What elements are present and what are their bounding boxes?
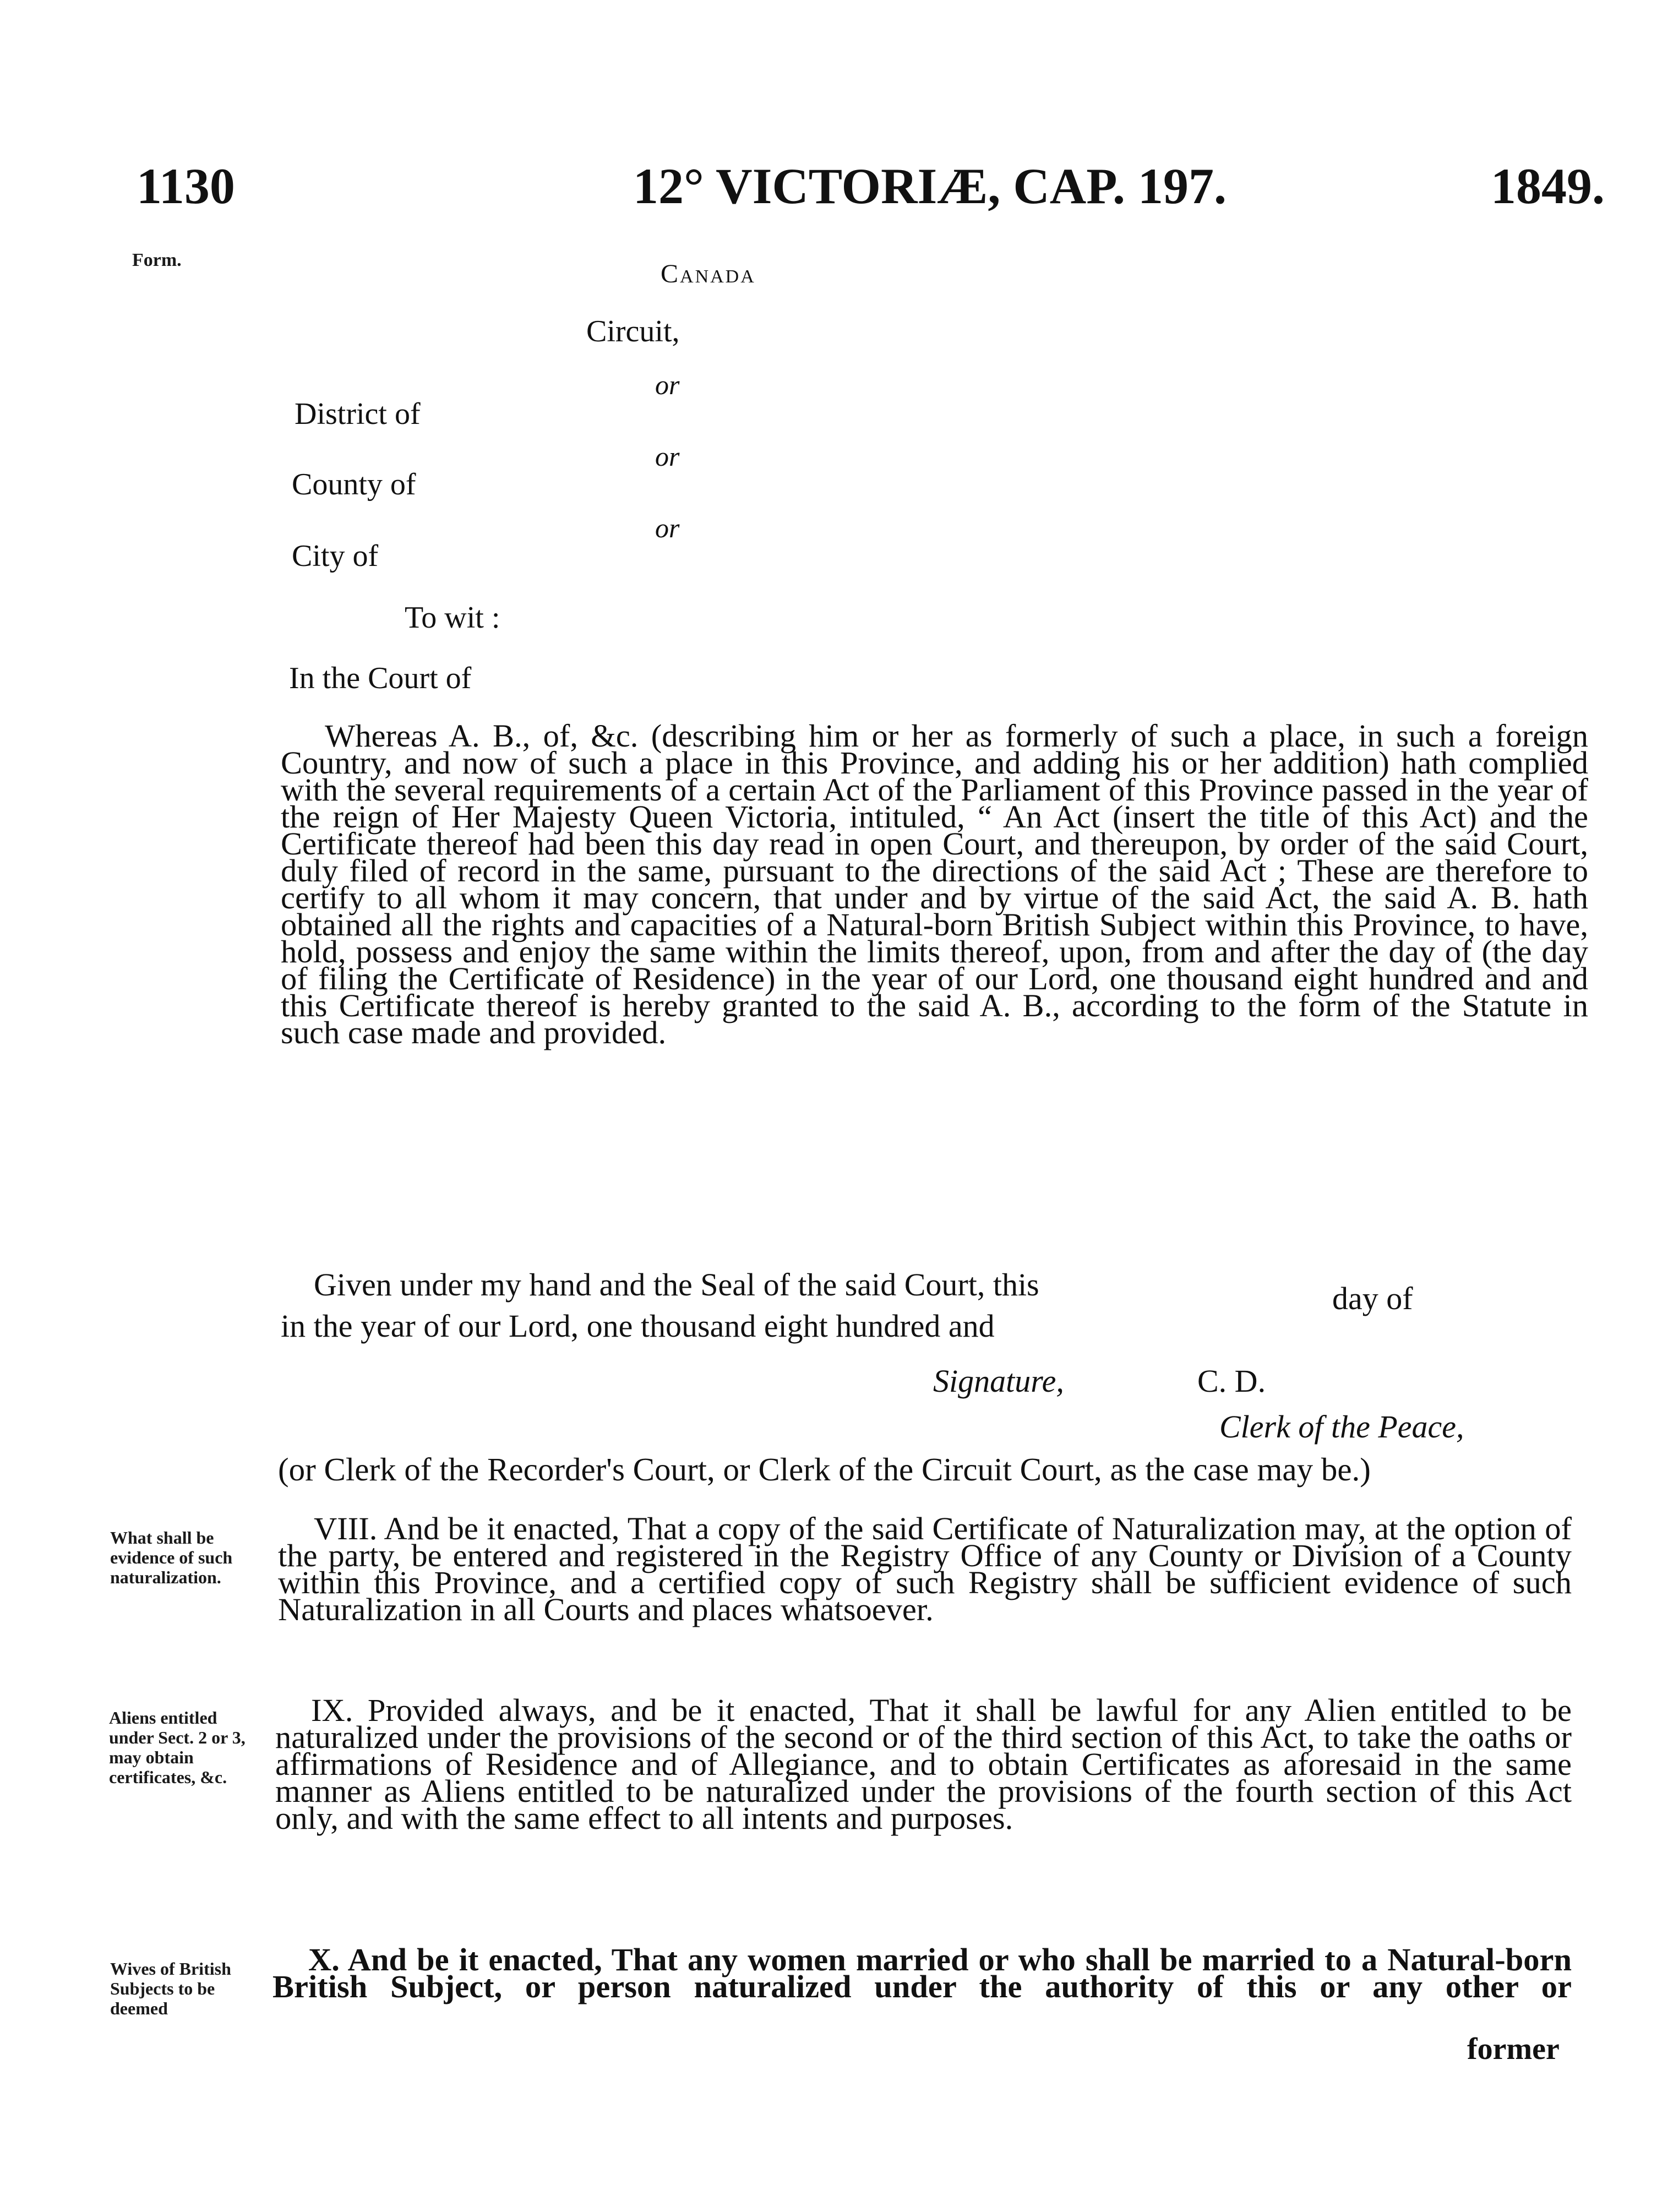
form-circuit: Circuit, — [586, 314, 680, 348]
section-ix: IX. Provided always, and be it enacted, That it shall be lawful for any Alien entitled to be naturalized under the provisions of the second or of the third section of this Act, to take the oaths or affirmations of Residence and of Allegiance, and to obtain Certificates as aforesaid in the same manner as Aliens entitled to be naturalized under the provisions of the fourth section of this Act only, and with the same effect to all intents and purposes. — [275, 1692, 1572, 1836]
catchword: former — [1467, 2032, 1560, 2066]
page-title: 12° VICTORIÆ, CAP. 197. — [633, 158, 1227, 214]
given-line-2: in the year of our Lord, one thousand eight hundred and — [281, 1308, 995, 1344]
signature-name: C. D. — [1197, 1363, 1266, 1399]
form-city: City of — [292, 539, 379, 573]
clerk-title: Clerk of the Peace, — [1219, 1409, 1464, 1445]
form-or-3: or — [655, 513, 680, 543]
certificate-body: Whereas A. B., of, &c. (describing him or her as formerly of such a place, in such a foreign Country, and now of such a place in this Province, and adding his or her addition) hath complied with the several requirements of a certain Act of the Parliament of this Province passed in the year of the reign of Her Majesty Queen Victoria, intituled, “ An Act (insert the title of this Act) and the Certificate thereof had been this day read in open Court, and thereupon, by order of the said Court, duly filed of record in the same, pursuant to the directions of the said Act ; These are therefore to certify to all whom it may concern, that under and by virtue of the said Act, the said A. B. hath obtained all the rights and capacities of a Natural-born British Subject within this Province, to have, hold, possess and enjoy the same within the limits thereof, upon, from and after the day of (the day of filing the Certificate of Residence) in the year of our Lord, one thousand eight hundred and and this Certificate thereof is hereby granted to the said A. B., according to the form of the Statute in such case made and provided. — [281, 718, 1588, 1050]
form-district: District of — [295, 397, 421, 431]
page-year: 1849. — [1491, 158, 1605, 214]
form-county: County of — [292, 467, 416, 502]
given-day-of: day of — [1332, 1281, 1413, 1316]
side-note-viii: What shall be evidence of such naturalization. — [110, 1528, 233, 1587]
form-canada: Canada — [661, 259, 756, 288]
given-line-1: Given under my hand and the Seal of the said Court, this — [314, 1267, 1039, 1303]
side-note-ix: Aliens entitled under Sect. 2 or 3, may obtain certificates, &c. — [109, 1708, 246, 1787]
form-to-wit: To wit : — [405, 601, 500, 635]
alt-clerk-line: (or Clerk of the Recorder's Court, or Clerk of the Circuit Court, as the case may be.) — [278, 1451, 1371, 1488]
form-or-1: or — [655, 369, 680, 400]
page-number: 1130 — [137, 158, 235, 214]
form-side-label: Form. — [132, 250, 182, 270]
section-viii: VIII. And be it enacted, That a copy of the said Certificate of Naturalization may, at the option of the party, be entered and registered in the Registry Office of any County or Division of a County within this Province, and a certified copy of such Registry shall be sufficient evidence of such Naturalization in all Courts and places whatsoever. — [278, 1511, 1572, 1627]
form-or-2: or — [655, 441, 680, 472]
side-note-x: Wives of British Subjects to be deemed — [110, 1959, 231, 2018]
section-x: X. And be it enacted, That any women married or who shall be married to a Natural-born British Subject, or person naturalized under the authority of this or any other or — [272, 1942, 1572, 2004]
signature-label: Signature, — [933, 1363, 1064, 1399]
form-court: In the Court of — [289, 661, 472, 695]
